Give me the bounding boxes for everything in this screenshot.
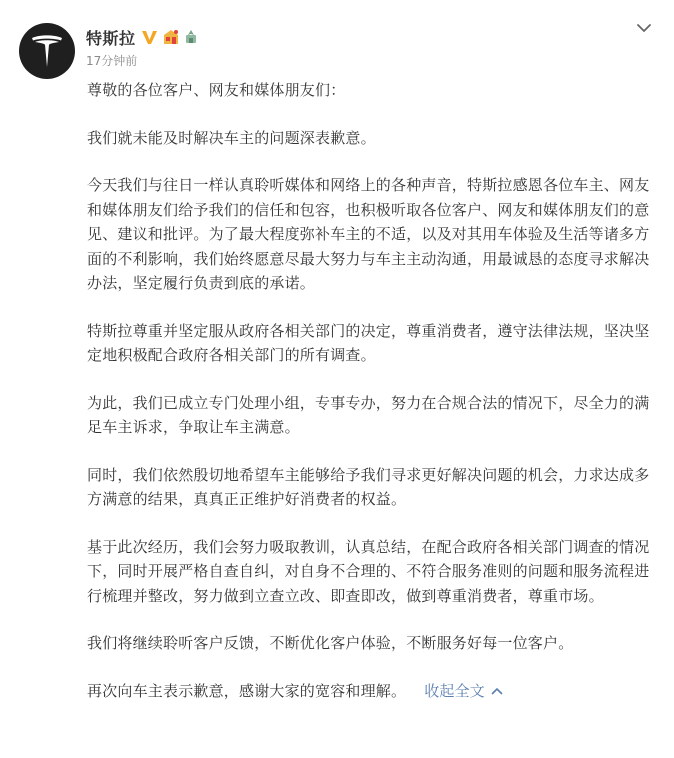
- verified-v-icon: [141, 29, 158, 46]
- closing-paragraph: [87, 679, 653, 704]
- post-time[interactable]: 17分钟前: [86, 54, 138, 68]
- avatar[interactable]: [19, 23, 75, 79]
- author-name[interactable]: 特斯拉: [86, 28, 136, 48]
- body-paragraph: 我们将继续聆听客户反馈，不断优化客户体验，不断服务好每一位客户。: [87, 634, 574, 652]
- collapse-full-text-link[interactable]: [424, 682, 503, 700]
- body-paragraph: 特斯拉尊重并坚定服从政府各相关部门的决定，尊重消费者，遵守法律法规，坚决坚定地积极配合政府各相关部门的所有调查。: [87, 321, 650, 364]
- author-row: [86, 26, 199, 48]
- body-paragraph: 基于此次经历，我们会努力吸取教训，认真总结，在配合政府各相关部门调查的情况下，同时开展严格自查自纠，对自身不合理的、不符合服务准则的问题和服务流程进行梳理并整改，努力做到立查立改、即查即改，做到尊重消费者，尊重市场。: [87, 537, 650, 605]
- member-badge-icon[interactable]: [162, 28, 180, 46]
- apology-paragraph: 我们就未能及时解决车主的问题深表歉意。: [87, 128, 376, 147]
- greeting-paragraph: 尊敬的各位客户、网友和媒体朋友们：: [87, 81, 346, 99]
- fan-badge-icon[interactable]: [183, 29, 199, 45]
- tesla-logo-icon: [30, 33, 64, 69]
- closing-text: 再次向车主表示歉意，感谢大家的宽容和理解。: [87, 681, 407, 700]
- chevron-down-icon[interactable]: [636, 22, 652, 34]
- chevron-up-icon: [491, 687, 503, 695]
- collapse-label: 收起全文: [424, 681, 486, 700]
- body-paragraph: 为此，我们已成立专门处理小组，专事专办，努力在合规合法的情况下，尽全力的满足车主诉求，争取让车主满意。: [87, 393, 650, 436]
- body-paragraph: 今天我们与往日一样认真聆听媒体和网络上的各种声音，特斯拉感恩各位车主、网友和媒体朋友们给予我们的信任和包容，也积极听取各位客户、网友和媒体朋友们的意见、建议和批评。为了最大程度弥补车主的不适，以及对其用车体验及生活等诸多方面的不利影响，我们始终愿意尽最大努力与车主主动沟通，用最诚恳的态度寻求解决办法，坚定履行负责到底的承诺。: [87, 176, 650, 292]
- post-body: [87, 78, 653, 726]
- body-paragraph: 同时，我们依然殷切地希望车主能够给予我们寻求更好解决问题的机会，力求达成多方满意的结果，真真正正维护好消费者的权益。: [87, 465, 650, 508]
